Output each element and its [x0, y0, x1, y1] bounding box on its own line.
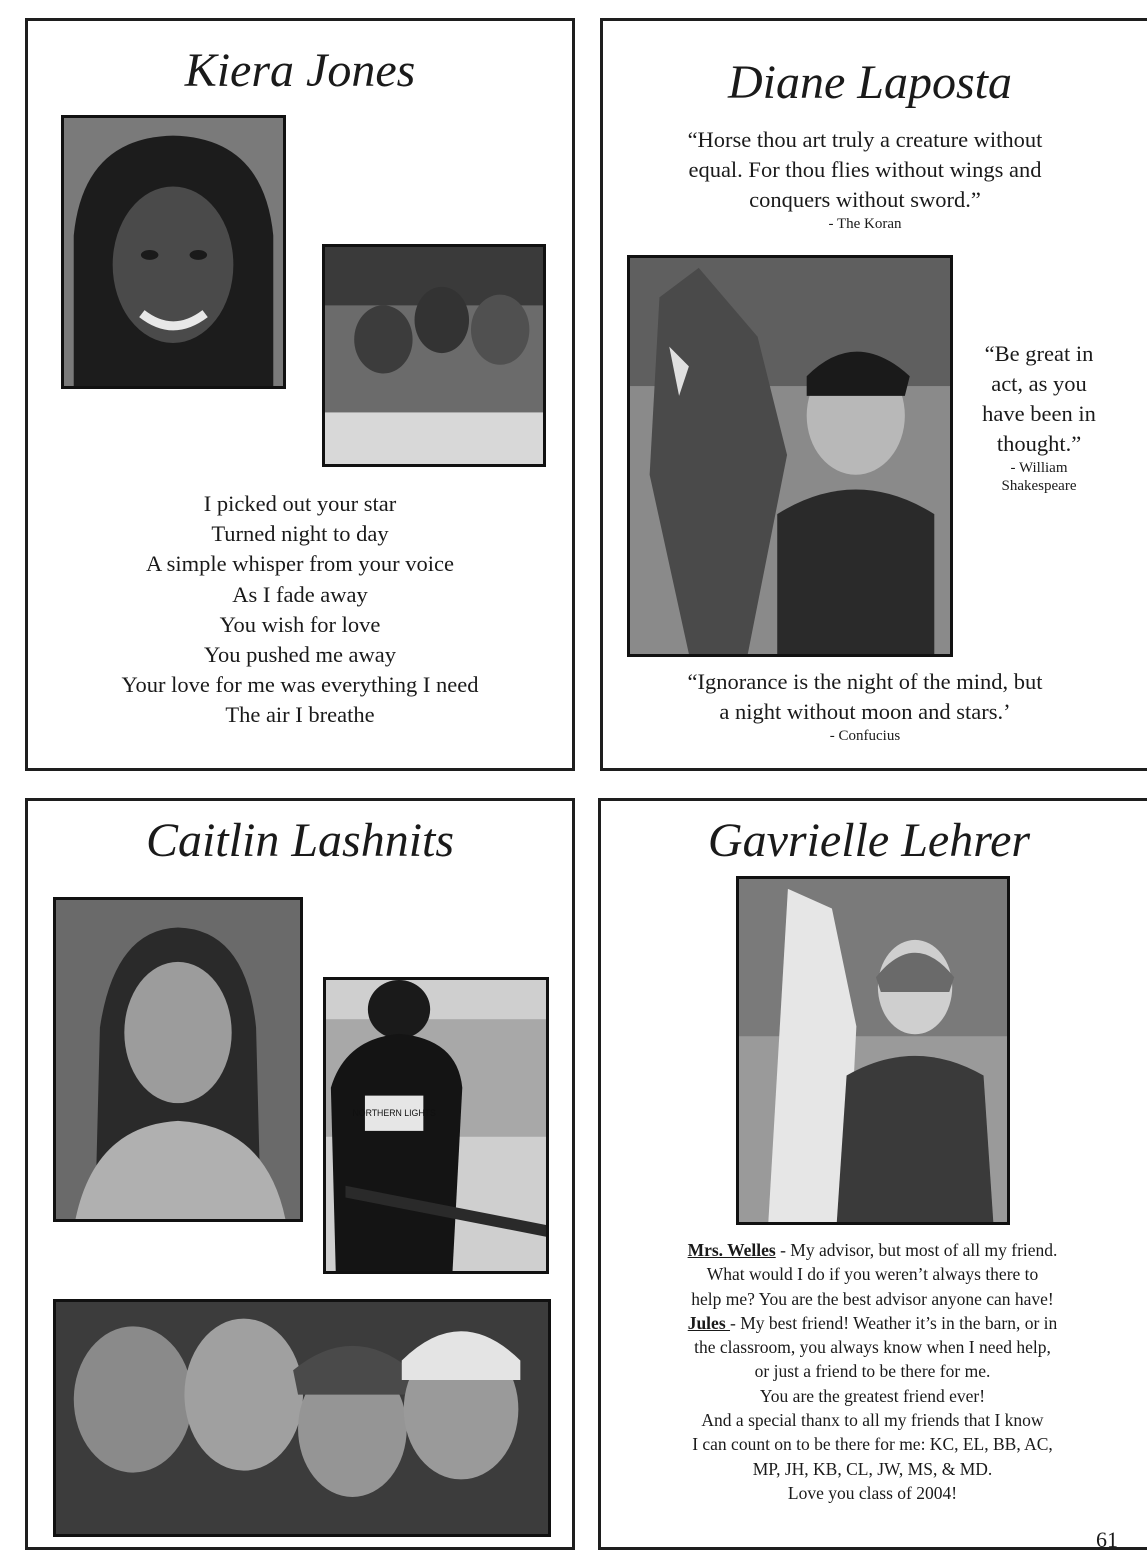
note-line: What would I do if you weren’t always there to [706, 1264, 1039, 1285]
page-number: 61 [1096, 1527, 1118, 1552]
poem [28, 489, 572, 731]
poem-line: Your love for me was everything I need [121, 672, 479, 698]
quote-line: a night without moon and stars.’ [719, 699, 1011, 724]
quote-attribution: - Confucius [829, 728, 901, 744]
jersey-text: NORTHERN LIGHTS [352, 1108, 436, 1119]
quote-confucius [613, 667, 1117, 745]
poem-line: As I fade away [232, 581, 368, 607]
quote-line: “Horse thou art truly a creature without [687, 127, 1043, 152]
poem-line: A simple whisper from your voice [145, 551, 455, 577]
note-line: the classroom, you always know when I need help, [694, 1337, 1051, 1358]
advisor-name: Mrs. Welles [687, 1240, 776, 1260]
portrait-photo [53, 897, 303, 1222]
note-text: - My advisor, but most of all my friend. [775, 1240, 1058, 1260]
notes-block [608, 1238, 1137, 1505]
note-line [608, 1311, 1137, 1335]
profile-panel-kiera-jones [25, 18, 575, 771]
friends-photo [322, 244, 546, 467]
quote-line: conquers without sword.” [749, 187, 981, 212]
note-text: - My best friend! Weather it’s in the barn, or in [730, 1312, 1058, 1333]
horse-portrait-photo [736, 876, 1010, 1225]
note-line: MP, JH, KB, CL, JW, MS, & MD. [752, 1458, 993, 1479]
student-name: Gavrielle Lehrer [707, 814, 1031, 867]
student-name: Caitlin Lashnits [145, 814, 455, 867]
poem-line: Turned night to day [211, 521, 389, 547]
poem-line: I picked out your star [203, 491, 397, 516]
quote-line: act, as you [991, 371, 1087, 396]
note-line: or just a friend to be there for me. [754, 1361, 991, 1382]
quote-koran [613, 125, 1117, 233]
horse-portrait-photo [627, 255, 953, 657]
note-line: help me? You are the best advisor anyone can have! [691, 1288, 1054, 1309]
quote-attribution: - William [1010, 460, 1068, 476]
friend-name: Jules [687, 1312, 731, 1333]
portrait-photo [61, 115, 286, 389]
quote-attribution: Shakespeare [1001, 478, 1077, 494]
note-line [608, 1238, 1137, 1262]
student-name: Diane Laposta [727, 56, 1012, 109]
note-line: Love you class of 2004! [787, 1482, 958, 1503]
quote-line: “Be great in [984, 341, 1094, 366]
note-line: I can count on to be there for me: KC, EL, BB, AC, [692, 1434, 1053, 1455]
quote-attribution: - The Koran [828, 216, 902, 232]
note-line: And a special thanx to all my friends that I know [701, 1410, 1044, 1431]
hockey-photo [323, 977, 549, 1274]
quote-line: equal. For thou flies without wings and [688, 157, 1042, 182]
poem-line: You wish for love [219, 611, 381, 637]
student-name: Kiera Jones [184, 44, 416, 97]
poem-line: You pushed me away [203, 642, 397, 668]
profile-panel-diane-laposta [600, 18, 1147, 771]
quote-line: “Ignorance is the night of the mind, but [687, 669, 1043, 694]
quote-line: have been in [982, 401, 1096, 426]
quote-shakespeare [965, 339, 1113, 495]
quote-line: thought.” [996, 431, 1082, 456]
note-line: You are the greatest friend ever! [759, 1385, 986, 1406]
profile-panel-caitlin-lashnits [25, 798, 575, 1550]
group-friends-photo [53, 1299, 551, 1537]
poem-line: The air I breathe [225, 702, 375, 728]
